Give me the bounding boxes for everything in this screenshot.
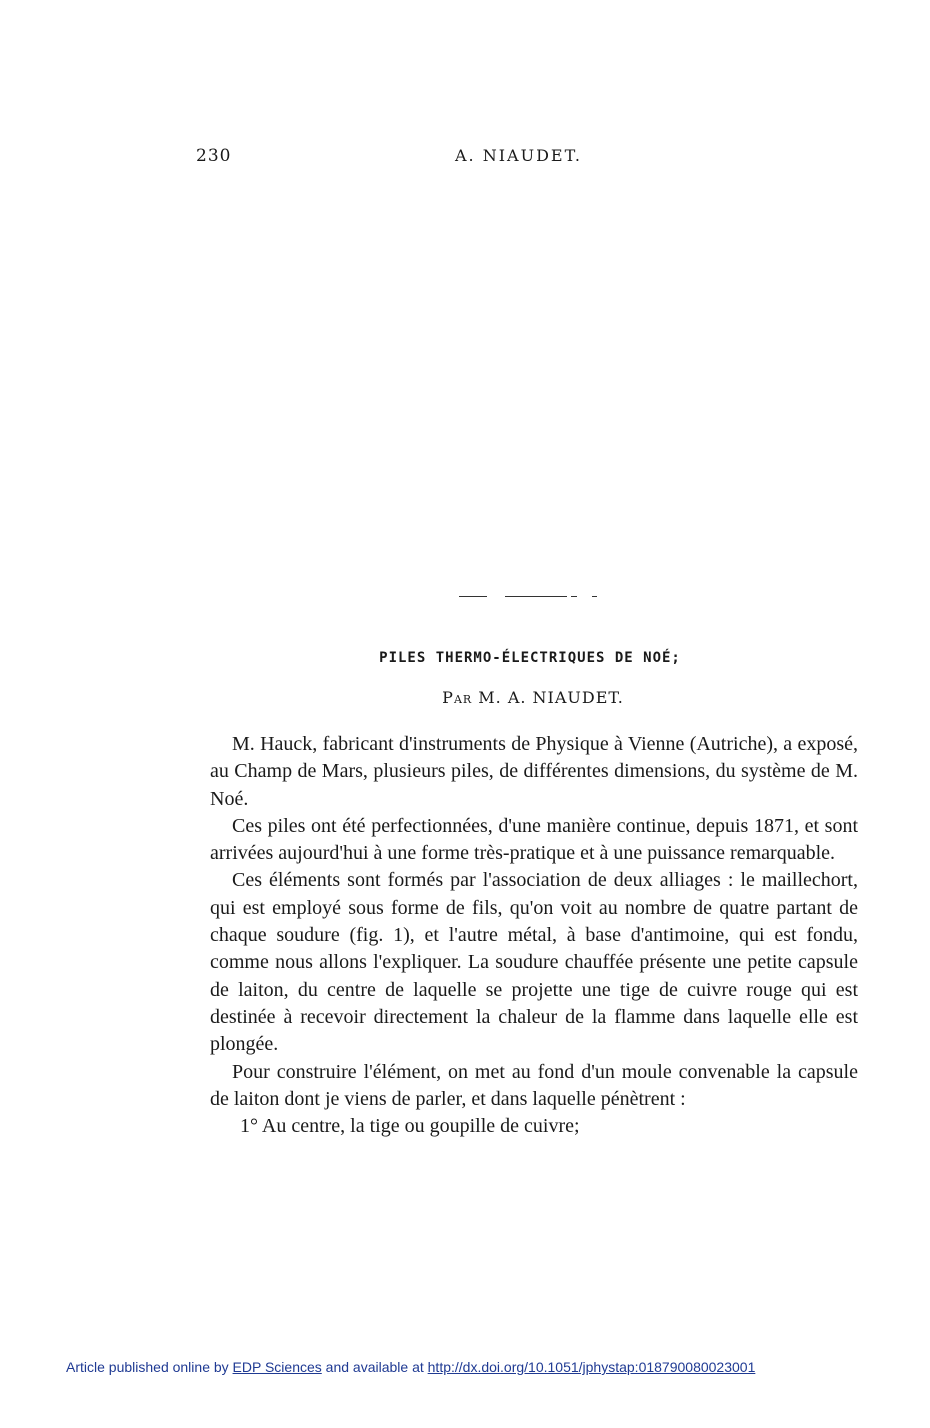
paragraph: 1° Au centre, la tige ou goupille de cuivre; xyxy=(240,1115,580,1138)
publisher-link[interactable]: EDP Sciences xyxy=(232,1359,322,1375)
running-head: A. NIAUDET. xyxy=(455,146,582,165)
footer-prefix: Article published online by xyxy=(66,1359,229,1375)
page-number: 230 xyxy=(196,146,232,166)
byline-author: M. A. NIAUDET. xyxy=(478,688,624,707)
separator-dash xyxy=(592,596,597,597)
publication-footer xyxy=(66,1359,755,1375)
byline xyxy=(0,688,930,707)
separator-dash xyxy=(459,596,487,597)
separator-dash xyxy=(505,596,567,597)
article-title: PILES THERMO-ÉLECTRIQUES DE NOÉ; xyxy=(379,650,681,666)
article-body xyxy=(210,731,858,1140)
paragraph: Ces piles ont été perfectionnées, d'une manière continue, depuis 1871, et sont arrivées aujourd'hui à une forme très-pratique et à une puissance remarquable. xyxy=(210,814,858,865)
paragraph: M. Hauck, fabricant d'instruments de Physique à Vienne (Autriche), a exposé, au Champ de Mars, plusieurs piles, de différentes dimensions, du système de M. Noé. xyxy=(210,733,858,810)
paragraph: Pour construire l'élément, on met au fond d'un moule convenable la capsule de laiton dont je viens de parler, et dans laquelle pénètrent : xyxy=(210,1060,858,1110)
footer-middle: and available at xyxy=(325,1359,424,1375)
separator-dash xyxy=(571,596,577,597)
doi-link[interactable]: http://dx.doi.org/10.1051/jphystap:018790080023001 xyxy=(427,1359,756,1375)
byline-prefix: Par xyxy=(442,688,473,707)
paragraph: Ces éléments sont formés par l'association de deux alliages : le maillechort, qui est employé sous forme de fils, qu'on voit au nombre de quatre partant de chaque soudure (fig. 1), et l'autre métal, à base d'antimoine, qui est fondu, comme nous allons l'expliquer. La soudure chauffée présente une petite capsule de laiton, du centre de laquelle se projette une tige de cuivre rouge qui est destinée à recevoir directement la chaleur de la flamme dans laquelle elle est plongée. xyxy=(210,869,858,1056)
